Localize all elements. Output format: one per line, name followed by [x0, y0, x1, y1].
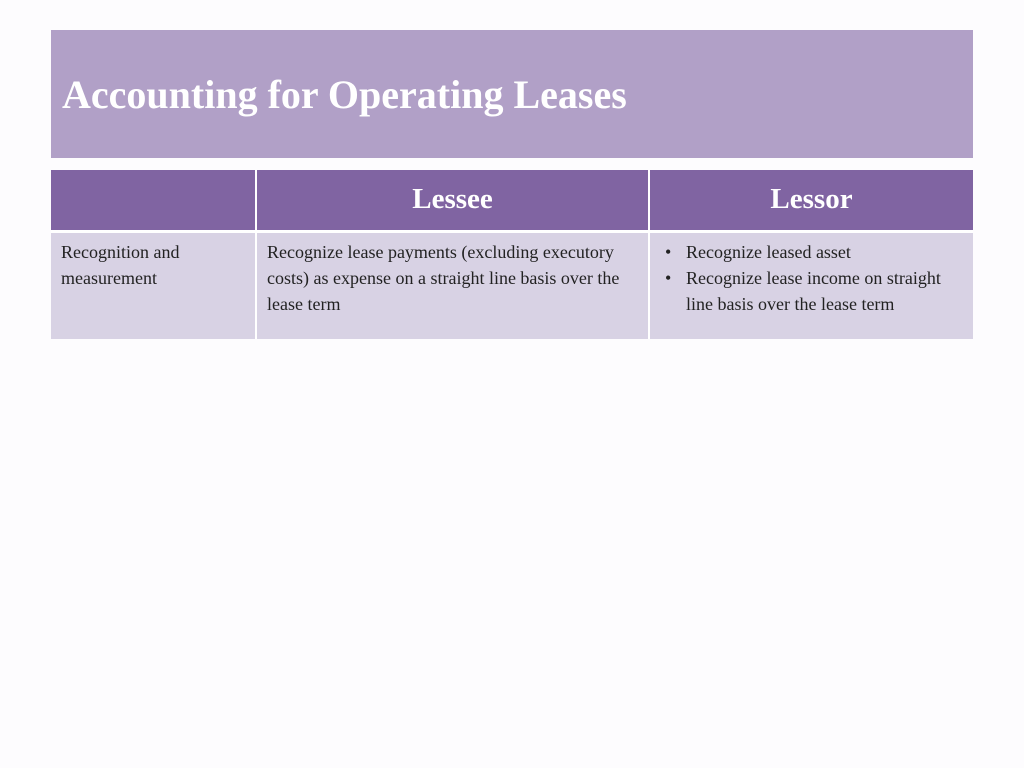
list-item: • Recognize leased asset — [686, 239, 963, 265]
list-item: • Recognize lease income on straight line basis over the lease term — [686, 265, 963, 317]
lessor-bullet-list — [660, 239, 963, 317]
table-row — [51, 231, 973, 339]
lease-comparison-table — [51, 170, 973, 339]
lessor-cell — [649, 231, 973, 339]
lessee-cell: Recognize lease payments (excluding executory costs) as expense on a straight line basis over the lease term — [256, 231, 649, 339]
header-lessee: Lessee — [256, 170, 649, 231]
header-blank-cell — [51, 170, 256, 231]
header-lessor: Lessor — [649, 170, 973, 231]
table-header-row — [51, 170, 973, 231]
title-banner — [51, 30, 973, 158]
row-label-cell: Recognition and measurement — [51, 231, 256, 339]
slide-title: Accounting for Operating Leases — [62, 72, 627, 117]
